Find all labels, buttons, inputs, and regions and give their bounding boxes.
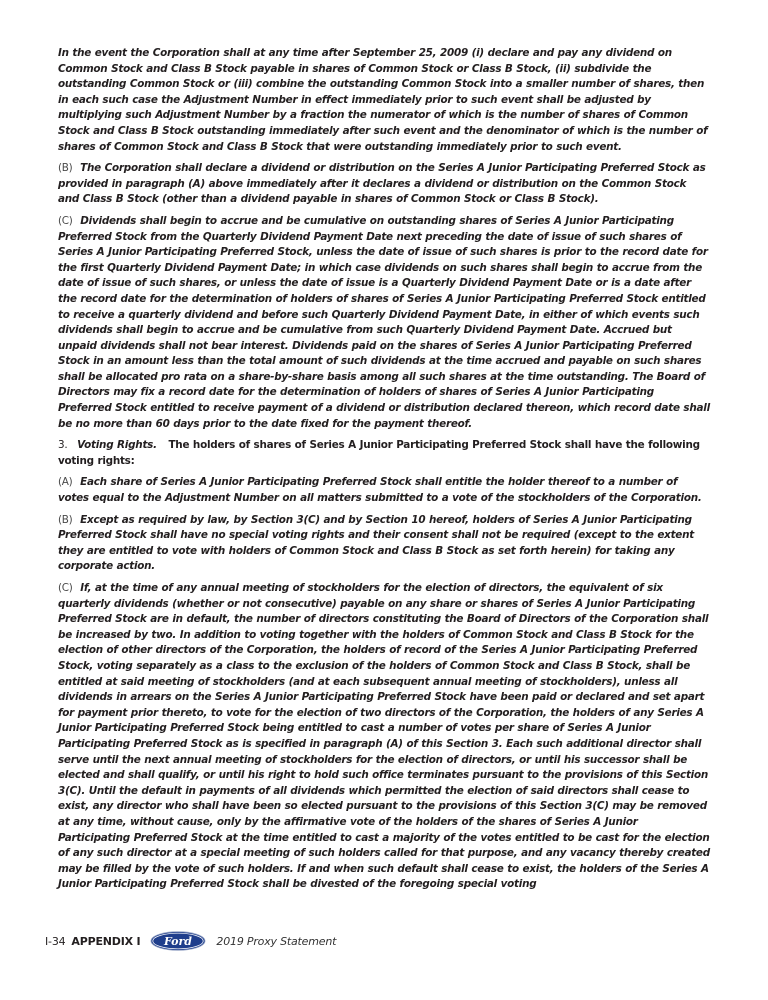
ford-logo-icon <box>150 931 206 951</box>
voting-paragraph-a <box>58 475 710 506</box>
paragraph-label: (A) <box>58 476 73 489</box>
paragraph-label: (B) <box>58 162 73 175</box>
document-page <box>58 46 710 899</box>
paragraph-label: (C) <box>58 582 73 594</box>
voting-paragraph-b <box>58 513 710 575</box>
voting-paragraph-c <box>58 581 710 893</box>
appendix-label: APPENDIX I <box>71 934 141 948</box>
page-footer <box>45 930 336 952</box>
page-number: I-34 <box>45 934 66 948</box>
section-heading: Voting Rights. <box>77 439 157 452</box>
document-title: 2019 Proxy Statement <box>216 934 337 948</box>
paragraph-text: The Corporation shall declare a dividend or distribution on the Series A Junior Participating Preferred Stock as provided in paragraph (A) above immediately after it declares a dividend or distribution on the Common Stock and Class B Stock (other than a dividend payable in shares of Common Stock or Class B Stock). <box>58 162 706 206</box>
section-3-voting-rights <box>58 438 710 469</box>
paragraph-text: Each share of Series A Junior Participating Preferred Stock shall entitle the holder thereof to a number of votes equal to the Adjustment Number on all matters submitted to a vote of the stockholders of the Corporation. <box>58 476 702 505</box>
logo-text: Ford <box>164 934 193 948</box>
paragraph-text: If, at the time of any annual meeting of stockholders for the election of directors, the equivalent of six quarterly dividends (whether or not consecutive) payable on any share or shares of Series A Junior Participating Preferred Stock are in default, the number of directors constituting the Board of Directors of the Corporation shall be increased by two. In addition to voting together with the holders of Common Stock and Class B Stock for the election of other directors of the Corporation, the holders of record of the Series A Junior Participating Preferred Stock, voting separately as a class to the exclusion of the holders of Common Stock and Class B Stock, shall be entitled at said meeting of stockholders (and at each subsequent annual meeting of stockholders), unless all dividends in arrears on the Series A Junior Participating Preferred Stock have been paid or declared and set apart for payment prior thereto, to vote for the election of two directors of the Corporation, the holders of any Series A Junior Participating Preferred Stock being entitled to cast a number of votes per share of Series A Junior Participating Preferred Stock as is specified in paragraph (A) of this Section 3. Each such additional director shall serve until the next annual meeting of stockholders for the election of directors, or until his successor shall be elected and shall qualify, or until his right to hold such office terminates pursuant to the provisions of this Section 3(C). Until the default in payments of all dividends which permitted the election of said directors shall cease to exist, any director who shall have been so elected pursuant to the provisions of this Section 3(C) may be removed at any time, without cause, only by the affirmative vote of the holders of the shares of Series A Junior Participating Preferred Stock at the time entitled to cast a majority of the votes entitled to be cast for the election of any such director at a special meeting of such holders called for that purpose, and any vacancy thereby created may be filled by the vote of such holders. If and when such default shall cease to exist, the holders of the Series A Junior Participating Preferred Stock shall be divested of the foregoing special voting <box>58 582 710 891</box>
section-number: 3. <box>58 439 68 452</box>
paragraph-label: (C) <box>58 214 73 227</box>
paragraph-label: (B) <box>58 513 73 526</box>
paragraph-text: Dividends shall begin to accrue and be cumulative on outstanding shares of Series A Junior Participating Preferred Stock from the Quarterly Dividend Payment Date next preceding the date of issue of such shares of Series A Junior Participating Preferred Stock, unless the date of issue of such shares is prior to the record date for the first Quarterly Dividend Payment Date; in which case dividends on such shares shall begin to accrue from the date of issue of such shares, or unless the date of issue is a Quarterly Dividend Payment Date or is a date after the record date for the determination of holders of shares of Series A Junior Participating Preferred Stock entitled to receive a quarterly dividend and before such Quarterly Dividend Payment Date, in either of which events such dividends shall begin to accrue and be cumulative from such Quarterly Dividend Payment Date. Accrued but unpaid dividends shall not bear interest. Dividends paid on the shares of Series A Junior Participating Preferred Stock in an amount less than the total amount of such dividends at the time accrued and payable on such shares shall be allocated pro rata on a share-by-share basis among all such shares at the time outstanding. The Board of Directors may fix a record date for the determination of holders of shares of Series A Junior Participating Preferred Stock entitled to receive payment of a dividend or distribution declared thereon, which record date shall be no more than 60 days prior to the date fixed for the payment thereof. <box>58 214 710 430</box>
dividend-paragraph-b <box>58 161 710 208</box>
adjustment-paragraph: In the event the Corporation shall at any time after September 25, 2009 (i) declare and pay any dividend on Common Stock and Class B Stock payable in shares of Common Stock or Class B Stock, (ii) subdivide the outstanding Common Stock or (iii) combine the outstanding Common Stock into a smaller number of shares, then in each such case the Adjustment Number in effect immediately prior to such event shall be adjusted by multiplying such Adjustment Number by a fraction the numerator of which is the number of shares of Common Stock and Class B Stock outstanding immediately after such event and the denominator of which is the number of shares of Common Stock and Class B Stock that were outstanding immediately prior to such event. <box>58 47 708 153</box>
dividend-paragraph-c <box>58 214 710 432</box>
paragraph-text: Except as required by law, by Section 3(C) and by Section 10 hereof, holders of Series A Junior Participating Preferred Stock shall have no special voting rights and their consent shall not be required (except to the extent they are entitled to vote with holders of Common Stock and Class B Stock as set forth herein) for taking any corporate action. <box>58 513 694 573</box>
section-text: The holders of shares of Series A Junior Participating Preferred Stock shall have the following voting rights: <box>58 439 700 467</box>
